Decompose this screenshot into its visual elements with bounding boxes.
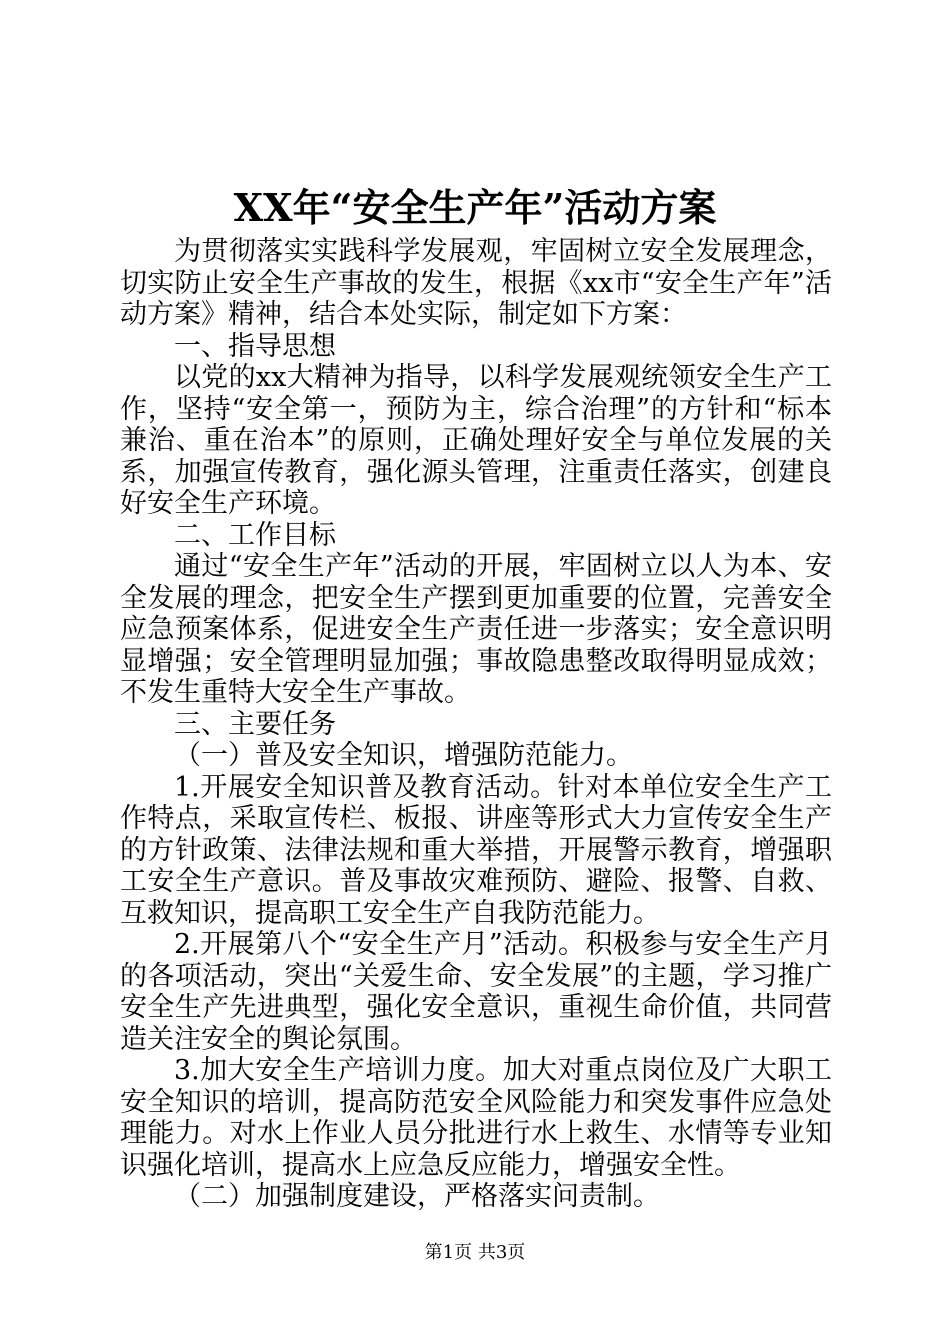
page-number-footer: 第1页 共3页 <box>424 1242 526 1263</box>
guiding-ideology-paragraph: 以党的xx大精神为指导，以科学发展观统领安全生产工作，坚持“安全第一，预防为主，综合治理”的方针和“标本兼治、重在治本”的原则，正确处理好安全与单位发展的关系，加强宣传教育，强化源头管理，注重责任落实，创建良好安全生产环境。 <box>120 362 832 519</box>
section-heading-guiding-ideology: 一、指导思想 <box>174 330 336 362</box>
document-body <box>120 236 832 1213</box>
work-goals-paragraph: 通过“安全生产年”活动的开展，牢固树立以人为本、安全发展的理念，把安全生产摆到更加重要的位置，完善安全应急预案体系，促进安全生产责任进一步落实；安全意识明显增强；安全管理明显加强；事故隐患整改取得明显成效；不发生重特大安全生产事故。 <box>120 551 832 708</box>
subsection-heading-system-building: （二）加强制度建设，严格落实问责制。 <box>174 1181 660 1212</box>
task-item-3-paragraph: 3.加大安全生产培训力度。加大对重点岗位及广大职工安全知识的培训，提高防范安全风险能力和突发事件应急处理能力。对水上作业人员分批进行水上救生、水情等专业知识强化培训，提高水上应急反应能力，增强安全性。 <box>120 1055 832 1181</box>
subsection-heading-safety-knowledge: （一）普及安全知识，增强防范能力。 <box>174 740 633 771</box>
document-title: XX年“安全生产年”活动方案 <box>233 185 717 230</box>
task-item-1-paragraph: 1.开展安全知识普及教育活动。针对本单位安全生产工作特点，采取宣传栏、板报、讲座等形式大力宣传安全生产的方针政策、法律法规和重大举措，开展警示教育，增强职工安全生产意识。普及事故灾难预防、避险、报警、自救、互救知识，提高职工安全生产自我防范能力。 <box>120 771 832 929</box>
section-heading-work-goals: 二、工作目标 <box>174 519 336 551</box>
intro-paragraph: 为贯彻落实实践科学发展观，牢固树立安全发展理念，切实防止安全生产事故的发生，根据《xx市“安全生产年”活动方案》精神，结合本处实际，制定如下方案： <box>120 236 832 330</box>
section-heading-main-tasks: 三、主要任务 <box>174 708 336 740</box>
task-item-2-paragraph: 2.开展第八个“安全生产月”活动。积极参与安全生产月的各项活动，突出“关爱生命、安全发展”的主题，学习推广安全生产先进典型，强化安全意识，重视生命价值，共同营造关注安全的舆论氛围。 <box>120 929 832 1055</box>
